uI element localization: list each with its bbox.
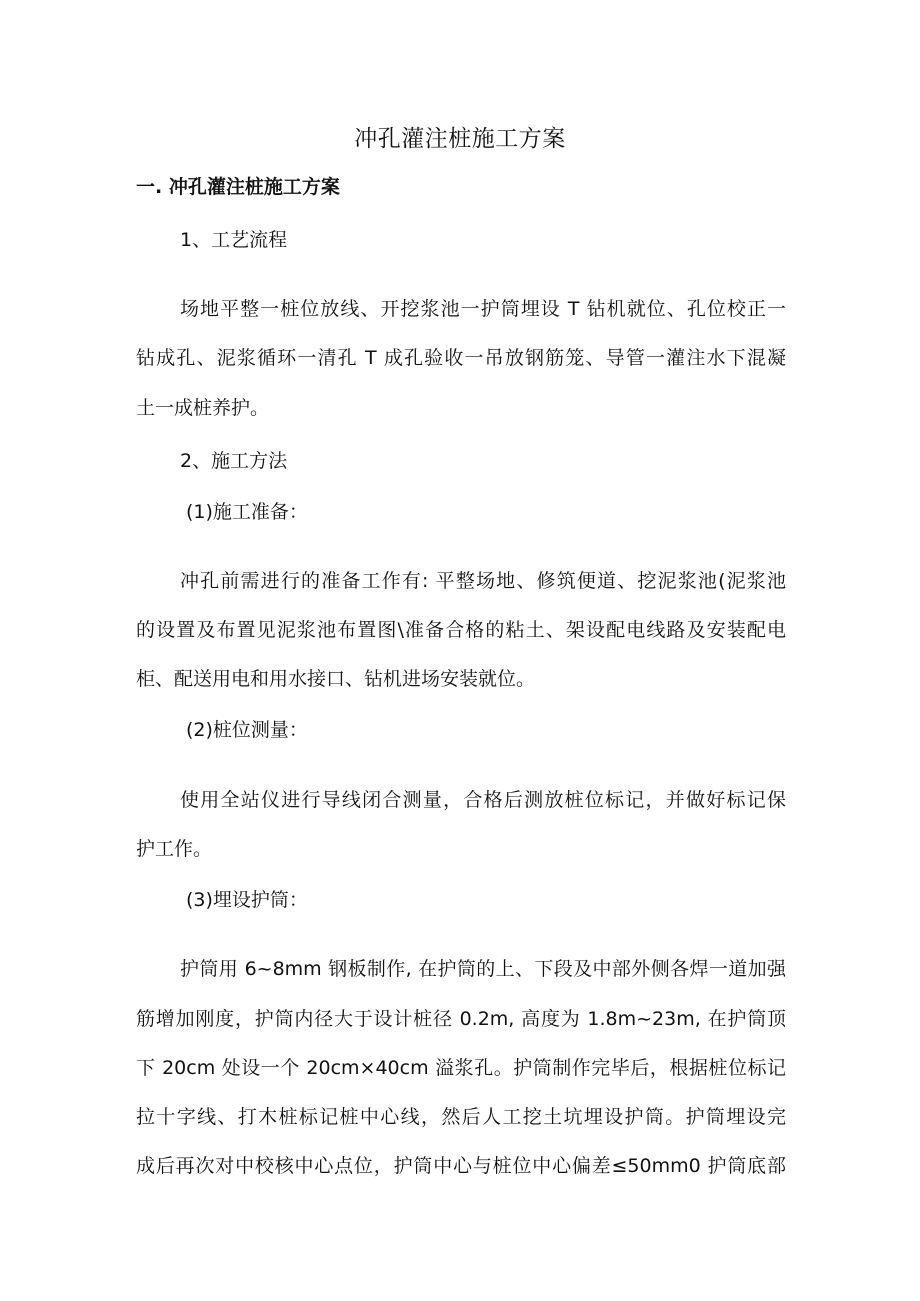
casing-line-3: 下 20cm 处设一个 20cm×40cm 溢浆孔。护筒制作完毕后，根据桩位标记 bbox=[136, 1057, 786, 1079]
prep-line-1: 冲孔前需进行的准备工作有: 平整场地、修筑便道、挖泥浆池(泥浆池 bbox=[180, 570, 786, 592]
section-heading: 一. 冲孔灌注桩施工方案 bbox=[136, 176, 340, 198]
casing-line-1: 护筒用 6~8mm 钢板制作, 在护筒的上、下段及中部外侧各焊一道加强 bbox=[180, 958, 786, 980]
subheading-process: 1、工艺流程 bbox=[180, 229, 288, 251]
item-survey-heading: (2)桩位测量： bbox=[186, 719, 308, 741]
subheading-method: 2、施工方法 bbox=[180, 450, 288, 472]
survey-line-1: 使用全站仪进行导线闭合测量，合格后测放桩位标记，并做好标记保 bbox=[180, 789, 786, 811]
casing-line-5: 成后再次对中校核中心点位，护筒中心与桩位中心偏差≤50mm0 护筒底部 bbox=[136, 1155, 786, 1177]
casing-line-2: 筋增加刚度，护筒内径大于设计桩径 0.2m, 高度为 1.8m~23m, 在护筒顶 bbox=[136, 1008, 786, 1030]
process-line-3: 土一成桩养护。 bbox=[136, 397, 270, 419]
item-casing-heading: (3)埋设护筒： bbox=[186, 889, 308, 911]
item-preparation-heading: (1)施工准备： bbox=[186, 501, 308, 523]
prep-line-2: 的设置及布置见泥浆池布置图\准备合格的粘土、架设配电线路及安装配电 bbox=[136, 619, 786, 641]
process-line-1: 场地平整一桩位放线、开挖浆池一护筒埋设 T 钻机就位、孔位校正一 bbox=[180, 298, 786, 320]
survey-line-2: 护工作。 bbox=[136, 838, 213, 860]
process-line-2: 钻成孔、泥浆循环一清孔 T 成孔验收一吊放钢筋笼、导管一灌注水下混凝 bbox=[136, 347, 786, 369]
document-title: 冲孔灌注桩施工方案 bbox=[354, 126, 566, 152]
prep-line-3: 柜、配送用电和用水接口、钻机进场安装就位。 bbox=[136, 668, 536, 690]
casing-line-4: 拉十字线、打木桩标记桩中心线，然后人工挖土坑埋设护筒。护筒埋设完 bbox=[136, 1106, 786, 1128]
